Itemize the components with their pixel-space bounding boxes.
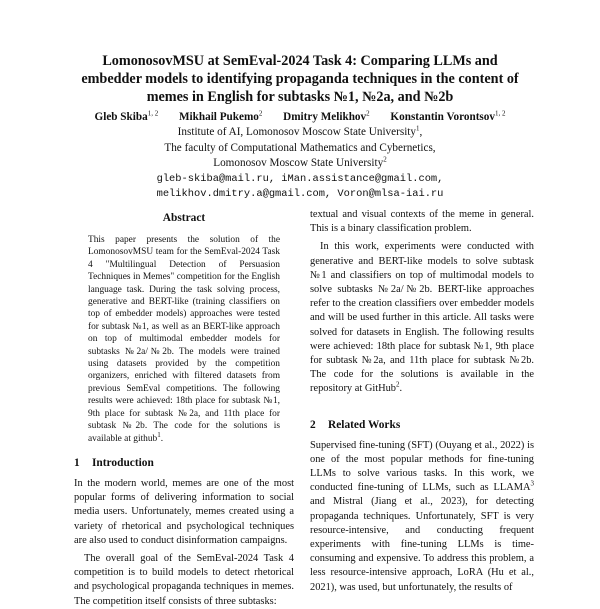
author: Konstantin Vorontsov$^{1, 2}$ (390, 109, 506, 123)
affiliation-line: Institute of AI, Lomonosov Moscow State University$^1$, (177, 124, 423, 138)
author: Dmitry Melikhov$^2$ (283, 109, 370, 123)
title-line: embedder models to identifying propaganda techniques in the content of (81, 71, 519, 87)
abstract-text: This paper presents the solution of the LomonosovMSU team for the SemEval-2024 Task 4 "Multilingual Detection of Persuasion Techniques in Memes" competition for the English language task. During the task solving process, generative and BERT-like (training classifiers on top of embedder models) approaches were tested for subtask №1, as well as an BERT-like approach on top of multimodal embedder models for subtasks №2a/№2b. The models were trained using datasets provided by the competition organizers, enriched with filtered datasets from previous SemEval competitions. The following results were achieved: 18th place for subtask №1, 9th place for subtask №2a, and 11th place for subtask №2b. The code for the solutions is available at github$^1$. (88, 235, 280, 444)
section-heading-related-works: 2 Related Works (310, 418, 401, 431)
author: Mikhail Pukemo$^2$ (178, 109, 263, 123)
body-paragraph: Supervised fine-tuning (SFT) (Ouyang et al., 2022) is one of the most popular methods for fine-tuning LLMs to solve various tasks. In this work, we conducted fine-tuning of LLMs, such as LLAMA$^3$ and Mistral (Jiang et al., 2023), for detecting propaganda techniques. Unfortunately, SFT is very resource-intensive, and conducting frequent experiments with fine-tuning LLMs is time-consuming and expensive. To address this problem, a less resource-intensive approach, LoRA (Hu et al., 2021), was used, but unfortunately, the results of (310, 439, 534, 593)
right-column (310, 208, 534, 595)
title-line: memes in English for subtasks №1, №2a, and №2b (146, 89, 454, 105)
intro-paragraph: The overall goal of the SemEval-2024 Task 4 competition is to build models to detect rhetorical and psychological propaganda techniques in memes. The competition itself consists of three subtasks: (74, 552, 294, 607)
body-paragraph: In this work, experiments were conducted with generative and BERT-like models to solve subtask №1 and classifiers on top of multimodal models to solve subtasks №2a/№2b. BERT-like approaches refer to the creation classifiers over embedder models and will be used further in this article. All tasks were solved for datasets in English. The following results were achieved: 18th place for subtask №1, 9th place for subtask №2a, and 11th place for subtask №2b. The code for the solutions is available in the repository at GitHub$^2$. (310, 241, 534, 395)
author-list (60, 110, 540, 125)
author: Gleb Skiba$^{1, 2}$ (94, 109, 159, 123)
left-column (74, 208, 294, 609)
paper-title (60, 52, 540, 106)
affiliations (60, 125, 540, 203)
section-heading-introduction: 1 Introduction (74, 456, 154, 469)
body-paragraph: textual and visual contexts of the meme in general. This is a binary classification problem. (310, 209, 534, 235)
title-line: LomonosovMSU at SemEval-2024 Task 4: Comparing LLMs and (102, 53, 498, 69)
abstract-heading: Abstract (162, 212, 206, 224)
email-line: melikhov.dmitry.a@gmail.com, Voron@mlsa-iai.ru (156, 188, 444, 200)
email-line: gleb-skiba@mail.ru, iMan.assistance@gmail.com, (156, 172, 444, 185)
intro-paragraph: In the modern world, memes are one of the most popular forms of delivering information to social media users. Unfortunately, memes created using a variety of rhetorical and psychological techniques are also used to conduct disinformation campaigns. (74, 477, 294, 546)
affiliation-line: Lomonosov Moscow State University$^2$ (213, 155, 387, 169)
affiliation-line: The faculty of Computational Mathematics and Cybernetics, (164, 141, 436, 154)
